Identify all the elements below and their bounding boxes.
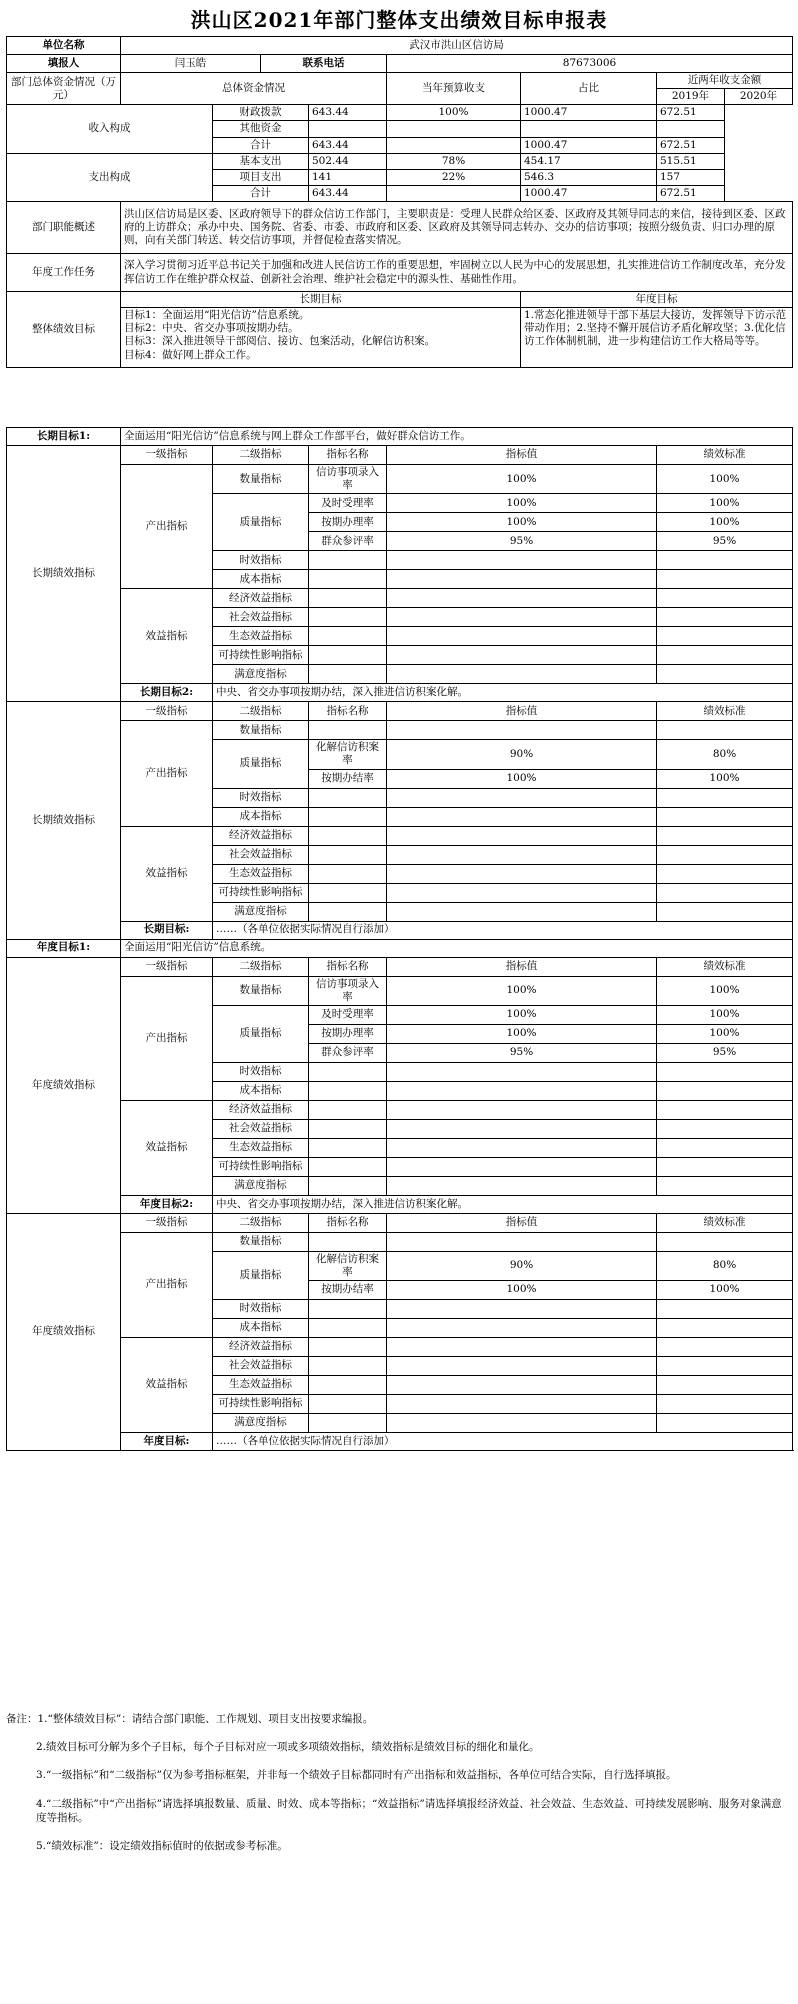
income-row-2020: 672.51 (657, 137, 725, 153)
benefit-label: 效益指标 (121, 589, 213, 684)
social-label: 社会效益指标 (213, 845, 309, 864)
indicator-name (309, 589, 387, 608)
indicator-standard (657, 1100, 793, 1119)
long-goals-header: 长期目标 (121, 292, 521, 308)
level2-header: 二级指标 (213, 702, 309, 721)
indicator-name (309, 807, 387, 826)
expense-row-budget: 502.44 (309, 153, 387, 169)
benefit-row (7, 1338, 793, 1357)
indicator-value (387, 1232, 657, 1251)
indicator-value (387, 665, 657, 684)
indicator-value (387, 1138, 657, 1157)
level2-header: 二级指标 (213, 957, 309, 976)
income-row-budget: 643.44 (309, 137, 387, 153)
indicator-name: 化解信访积案率 (309, 1251, 387, 1280)
standard-header: 绩效标准 (657, 1213, 793, 1232)
cost-label: 成本指标 (213, 807, 309, 826)
indicator-value: 100% (387, 465, 657, 494)
expense-row-2019: 546.3 (521, 169, 657, 185)
indicator-value (387, 845, 657, 864)
note-1: 备注：1.“整体绩效目标”：请结合部门职能、工作规划、项目支出按要求编报。 (6, 1713, 374, 1725)
income-row-name: 合计 (213, 137, 309, 153)
indicator-value (387, 608, 657, 627)
indicator-row (7, 1232, 793, 1251)
indicator-name: 群众参评率 (309, 1043, 387, 1062)
indicator-name: 按期办理率 (309, 1024, 387, 1043)
expense-row-ratio: 22% (387, 169, 521, 185)
indicator-value: 100% (387, 1005, 657, 1024)
goal-description: ……（各单位依据实际情况自行添加） (213, 921, 793, 939)
perf-label: 年度绩效指标 (7, 1213, 121, 1450)
expense-row-ratio (387, 185, 521, 201)
header-table (6, 36, 793, 368)
indicator-table (6, 427, 793, 1451)
indicator-standard: 100% (657, 769, 793, 788)
functions-label: 部门职能概述 (7, 202, 121, 254)
indicator-name (309, 1081, 387, 1100)
expense-row-name: 合计 (213, 185, 309, 201)
note-2: 2.绩效目标可分解为多个子目标，每个子目标对应一项或多项绩效指标，绩效指标是绩效目标的细化和量化。 (36, 1741, 540, 1754)
standard-header: 绩效标准 (657, 957, 793, 976)
notes (6, 1712, 792, 1867)
ind-name-header: 指标名称 (309, 446, 387, 465)
indicator-name: 按期办结率 (309, 769, 387, 788)
indicator-row (7, 721, 793, 740)
overall-goals-label: 整体绩效目标 (7, 292, 121, 368)
goal-description: ……（各单位依据实际情况自行添加） (213, 1433, 793, 1451)
economic-label: 经济效益指标 (213, 1338, 309, 1357)
satisfaction-label: 满意度指标 (213, 902, 309, 921)
expense-row-budget: 643.44 (309, 185, 387, 201)
sustainable-label: 可持续性影响指标 (213, 1157, 309, 1176)
timeliness-label: 时效指标 (213, 1300, 309, 1319)
indicator-name: 及时受理率 (309, 494, 387, 513)
timeliness-label: 时效指标 (213, 1062, 309, 1081)
ind-value-header: 指标值 (387, 1213, 657, 1232)
funds-section-label: 部门总体资金情况（万元） (7, 73, 121, 105)
quality-label: 质量指标 (213, 1251, 309, 1299)
goal-description: 中央、省交办事项按期办结，深入推进信访积案化解。 (213, 1195, 793, 1213)
level1-header: 一级指标 (121, 702, 213, 721)
economic-label: 经济效益指标 (213, 589, 309, 608)
income-row-2019 (521, 121, 657, 137)
indicator-standard (657, 1176, 793, 1195)
indicator-value: 95% (387, 1043, 657, 1062)
indicator-standard (657, 608, 793, 627)
income-row-2019: 1000.47 (521, 105, 657, 121)
indicator-name (309, 570, 387, 589)
economic-label: 经济效益指标 (213, 1100, 309, 1119)
indicator-value (387, 788, 657, 807)
annual-tasks-text: 深入学习贯彻习近平总书记关于加强和改进人民信访工作的重要思想，牢固树立以人民为中心的发展思想，扎实推进信访工作制度改革，充分发挥信访工作在维护群众权益、创新社会治理、维护社会稳定中的源头性、基础性作用。 (121, 254, 793, 292)
indicator-header-row (7, 702, 793, 721)
quality-label: 质量指标 (213, 740, 309, 788)
indicator-value (387, 1157, 657, 1176)
social-label: 社会效益指标 (213, 1119, 309, 1138)
level2-header: 二级指标 (213, 446, 309, 465)
indicator-value (387, 826, 657, 845)
indicator-name (309, 665, 387, 684)
indicator-standard (657, 902, 793, 921)
goal-title: 长期目标1: (7, 428, 121, 446)
quality-label: 质量指标 (213, 494, 309, 551)
indicator-name: 及时受理率 (309, 1005, 387, 1024)
income-row-name: 财政拨款 (213, 105, 309, 121)
ecological-label: 生态效益指标 (213, 627, 309, 646)
indicator-name (309, 1157, 387, 1176)
indicator-value: 100% (387, 1024, 657, 1043)
filler-label: 填报人 (7, 55, 121, 73)
quantity-label: 数量指标 (213, 721, 309, 740)
sustainable-label: 可持续性影响指标 (213, 1395, 309, 1414)
indicator-name (309, 1414, 387, 1433)
indicator-name (309, 1338, 387, 1357)
year2-label: 2020年 (725, 89, 793, 105)
indicator-name (309, 721, 387, 740)
indicator-standard (657, 1232, 793, 1251)
standard-header: 绩效标准 (657, 702, 793, 721)
output-label: 产出指标 (121, 1232, 213, 1337)
expense-row-2020: 515.51 (657, 153, 725, 169)
annual-goals-header: 年度目标 (521, 292, 793, 308)
indicator-value (387, 1100, 657, 1119)
indicator-value: 90% (387, 740, 657, 769)
note-4: 4.“二级指标”中“产出指标”请选择填报数量、质量、时效、成本等指标；“效益指标”请选择填报经济效益、社会效益、生态效益、可持续发展影响、服务对象满意度等指标。 (36, 1797, 782, 1824)
indicator-standard (657, 1319, 793, 1338)
benefit-label: 效益指标 (121, 826, 213, 921)
goal-description: 全面运用“阳光信访”信息系统。 (121, 939, 793, 957)
expense-row-2019: 1000.47 (521, 185, 657, 201)
indicator-value (387, 883, 657, 902)
indicator-value: 100% (387, 494, 657, 513)
indicator-name (309, 1395, 387, 1414)
indicator-value (387, 864, 657, 883)
indicator-standard (657, 1300, 793, 1319)
indicator-name (309, 1138, 387, 1157)
indicator-value: 100% (387, 976, 657, 1005)
ind-name-header: 指标名称 (309, 1213, 387, 1232)
cost-label: 成本指标 (213, 1081, 309, 1100)
indicator-name (309, 788, 387, 807)
indicator-value: 100% (387, 769, 657, 788)
indicator-value (387, 902, 657, 921)
goal-description: 全面运用“阳光信访”信息系统与网上群众工作部平台，做好群众信访工作。 (121, 428, 793, 446)
indicator-value (387, 1376, 657, 1395)
indicator-standard (657, 1357, 793, 1376)
perf-label: 年度绩效指标 (7, 957, 121, 1213)
indicator-standard: 100% (657, 513, 793, 532)
indicator-standard (657, 807, 793, 826)
quality-label: 质量指标 (213, 1005, 309, 1062)
indicator-value (387, 1395, 657, 1414)
indicator-name: 信访事项录入率 (309, 465, 387, 494)
social-label: 社会效益指标 (213, 608, 309, 627)
level1-header: 一级指标 (121, 446, 213, 465)
ind-value-header: 指标值 (387, 957, 657, 976)
sustainable-label: 可持续性影响指标 (213, 883, 309, 902)
indicator-standard (657, 1157, 793, 1176)
indicator-standard: 100% (657, 976, 793, 1005)
timeliness-label: 时效指标 (213, 551, 309, 570)
income-row-ratio (387, 137, 521, 153)
benefit-row (7, 589, 793, 608)
ecological-label: 生态效益指标 (213, 1138, 309, 1157)
expense-row-2020: 157 (657, 169, 725, 185)
indicator-value (387, 646, 657, 665)
indicator-value (387, 1119, 657, 1138)
indicator-standard (657, 551, 793, 570)
expense-row-2020: 672.51 (657, 185, 725, 201)
timeliness-label: 时效指标 (213, 788, 309, 807)
satisfaction-label: 满意度指标 (213, 1176, 309, 1195)
satisfaction-label: 满意度指标 (213, 1414, 309, 1433)
quantity-label: 数量指标 (213, 465, 309, 494)
standard-header: 绩效标准 (657, 446, 793, 465)
perf-label: 长期绩效指标 (7, 446, 121, 702)
indicator-standard: 100% (657, 465, 793, 494)
indicator-name: 按期办理率 (309, 513, 387, 532)
goal-title: 年度目标: (121, 1433, 213, 1451)
indicator-name (309, 902, 387, 921)
indicator-name (309, 551, 387, 570)
overview-label: 总体资金情况 (121, 73, 387, 105)
phone-label: 联系电话 (261, 55, 387, 73)
perf-label: 长期绩效指标 (7, 702, 121, 939)
indicator-name (309, 883, 387, 902)
indicator-standard: 80% (657, 740, 793, 769)
ecological-label: 生态效益指标 (213, 1376, 309, 1395)
indicator-value (387, 551, 657, 570)
indicator-standard (657, 1395, 793, 1414)
income-row-2020: 672.51 (657, 105, 725, 121)
indicator-header-row (7, 446, 793, 465)
indicator-name (309, 864, 387, 883)
ecological-label: 生态效益指标 (213, 864, 309, 883)
indicator-value (387, 1176, 657, 1195)
indicator-value: 100% (387, 1281, 657, 1300)
indicator-value (387, 807, 657, 826)
indicator-name (309, 1232, 387, 1251)
goal-title-row (7, 428, 793, 446)
indicator-row (7, 465, 793, 494)
indicator-name (309, 1176, 387, 1195)
ind-name-header: 指标名称 (309, 957, 387, 976)
indicator-standard: 100% (657, 1281, 793, 1300)
indicator-standard (657, 883, 793, 902)
benefit-row (7, 1100, 793, 1119)
indicator-standard (657, 646, 793, 665)
indicator-value: 95% (387, 532, 657, 551)
indicator-name (309, 646, 387, 665)
indicator-value: 90% (387, 1251, 657, 1280)
indicator-standard (657, 570, 793, 589)
goal-title-row (7, 684, 793, 702)
benefit-row (7, 826, 793, 845)
indicator-value (387, 1414, 657, 1433)
cost-label: 成本指标 (213, 1319, 309, 1338)
indicator-name (309, 826, 387, 845)
output-label: 产出指标 (121, 721, 213, 826)
social-label: 社会效益指标 (213, 1357, 309, 1376)
expense-row-budget: 141 (309, 169, 387, 185)
indicator-name: 信访事项录入率 (309, 976, 387, 1005)
indicator-value (387, 570, 657, 589)
income-row-budget: 643.44 (309, 105, 387, 121)
goal-title-row (7, 921, 793, 939)
indicator-name (309, 627, 387, 646)
indicator-standard: 95% (657, 1043, 793, 1062)
goal-description: 中央、省交办事项按期办结，深入推进信访积案化解。 (213, 684, 793, 702)
income-row-2020 (657, 121, 725, 137)
indicator-standard (657, 845, 793, 864)
functions-text: 洪山区信访局是区委、区政府领导下的群众信访工作部门，主要职责是：受理人民群众给区委、区政府及其领导同志的来信，接待到区委、区政府的上访群众；承办中央、国务院、省委、市委、市政府和区委、区政府及其领导同志转办、交办的信访事项；按照分级负责、归口办理的原则，向有关部门转送、转交信访事项，并督促检查落实情况。 (121, 202, 793, 254)
indicator-name (309, 608, 387, 627)
indicator-name (309, 1100, 387, 1119)
indicator-value (387, 627, 657, 646)
indicator-value (387, 589, 657, 608)
quantity-label: 数量指标 (213, 1232, 309, 1251)
indicator-name: 群众参评率 (309, 532, 387, 551)
ind-name-header: 指标名称 (309, 702, 387, 721)
level1-header: 一级指标 (121, 1213, 213, 1232)
indicator-standard (657, 721, 793, 740)
indicator-standard (657, 589, 793, 608)
budget-label: 当年预算收支 (387, 73, 521, 105)
goal-title: 长期目标: (121, 921, 213, 939)
ratio-label: 占比 (521, 73, 657, 105)
indicator-standard (657, 1062, 793, 1081)
indicator-standard (657, 864, 793, 883)
indicator-standard (657, 788, 793, 807)
indicator-header-row (7, 957, 793, 976)
phone-value: 87673006 (387, 55, 793, 73)
cost-label: 成本指标 (213, 570, 309, 589)
indicator-value (387, 1338, 657, 1357)
expense-row (7, 153, 793, 169)
unit-value: 武汉市洪山区信访局 (121, 37, 793, 55)
income-row-ratio: 100% (387, 105, 521, 121)
income-row-name: 其他资金 (213, 121, 309, 137)
indicator-name (309, 845, 387, 864)
goal-title-row (7, 939, 793, 957)
indicator-standard (657, 1119, 793, 1138)
indicator-value (387, 1319, 657, 1338)
level2-header: 二级指标 (213, 1213, 309, 1232)
income-row-ratio (387, 121, 521, 137)
output-label: 产出指标 (121, 465, 213, 589)
indicator-name: 化解信访积案率 (309, 740, 387, 769)
ind-value-header: 指标值 (387, 702, 657, 721)
income-row-budget (309, 121, 387, 137)
indicator-value (387, 721, 657, 740)
indicator-standard (657, 1414, 793, 1433)
indicator-value (387, 1357, 657, 1376)
expense-row-group-label: 支出构成 (7, 153, 213, 201)
benefit-label: 效益指标 (121, 1100, 213, 1195)
goal-title-row (7, 1433, 793, 1451)
indicator-standard: 100% (657, 494, 793, 513)
indicator-name: 按期办结率 (309, 1281, 387, 1300)
economic-label: 经济效益指标 (213, 826, 309, 845)
goal-title-row (7, 1195, 793, 1213)
note-5: 5.“绩效标准”：设定绩效指标值时的依据或参考标准。 (36, 1839, 288, 1852)
output-label: 产出指标 (121, 976, 213, 1100)
indicator-standard: 100% (657, 1024, 793, 1043)
income-row-group-label: 收入构成 (7, 105, 213, 153)
indicator-standard (657, 1338, 793, 1357)
indicator-standard: 100% (657, 1005, 793, 1024)
income-row (7, 105, 793, 121)
indicator-value (387, 1081, 657, 1100)
indicator-name (309, 1319, 387, 1338)
expense-row-2019: 454.17 (521, 153, 657, 169)
goal-title: 长期目标2: (121, 684, 213, 702)
satisfaction-label: 满意度指标 (213, 665, 309, 684)
indicator-value (387, 1300, 657, 1319)
recent-label: 近两年收支金额 (657, 73, 793, 89)
sustainable-label: 可持续性影响指标 (213, 646, 309, 665)
indicator-name (309, 1357, 387, 1376)
income-row-2019: 1000.47 (521, 137, 657, 153)
indicator-standard (657, 826, 793, 845)
filler-value: 闫玉皓 (121, 55, 261, 73)
indicator-standard (657, 665, 793, 684)
expense-row-ratio: 78% (387, 153, 521, 169)
indicator-name (309, 1376, 387, 1395)
year1-label: 2019年 (657, 89, 725, 105)
indicator-standard: 95% (657, 532, 793, 551)
indicator-name (309, 1119, 387, 1138)
indicator-header-row (7, 1213, 793, 1232)
unit-label: 单位名称 (7, 37, 121, 55)
indicator-value (387, 1062, 657, 1081)
indicator-standard (657, 1138, 793, 1157)
indicator-standard (657, 627, 793, 646)
ind-value-header: 指标值 (387, 446, 657, 465)
benefit-label: 效益指标 (121, 1338, 213, 1433)
goal-title: 年度目标2: (121, 1195, 213, 1213)
expense-row-name: 基本支出 (213, 153, 309, 169)
indicator-standard (657, 1376, 793, 1395)
indicator-standard: 80% (657, 1251, 793, 1280)
indicator-value: 100% (387, 513, 657, 532)
annual-goals-text: 1.常态化推进领导干部下基层大接访，发挥领导下访示范带动作用；2.坚持不懈开展信访矛盾化解攻坚；3.优化信访工作体制机制，进一步构建信访工作大格局等等。 (521, 308, 793, 368)
expense-row-name: 项目支出 (213, 169, 309, 185)
note-3: 3.“一级指标”和“二级指标”仅为参考指标框架，并非每一个绩效子目标都同时有产出指标和效益指标，各单位可结合实际，自行选择填报。 (36, 1769, 677, 1782)
indicator-standard (657, 1081, 793, 1100)
annual-tasks-label: 年度工作任务 (7, 254, 121, 292)
indicator-row (7, 976, 793, 1005)
page-title: 洪山区2021年部门整体支出绩效目标申报表 (190, 8, 608, 32)
indicator-name (309, 1062, 387, 1081)
long-goals-text: 目标1：全面运用“阳光信访”信息系统。 目标2：中央、省交办事项按期办结。 目标3：深入推进领导干部阅信、接访、包案活动，化解信访积案。 目标4：做好网上群众工作。 (121, 308, 521, 368)
level1-header: 一级指标 (121, 957, 213, 976)
goal-title: 年度目标1: (7, 939, 121, 957)
quantity-label: 数量指标 (213, 976, 309, 1005)
indicator-name (309, 1300, 387, 1319)
